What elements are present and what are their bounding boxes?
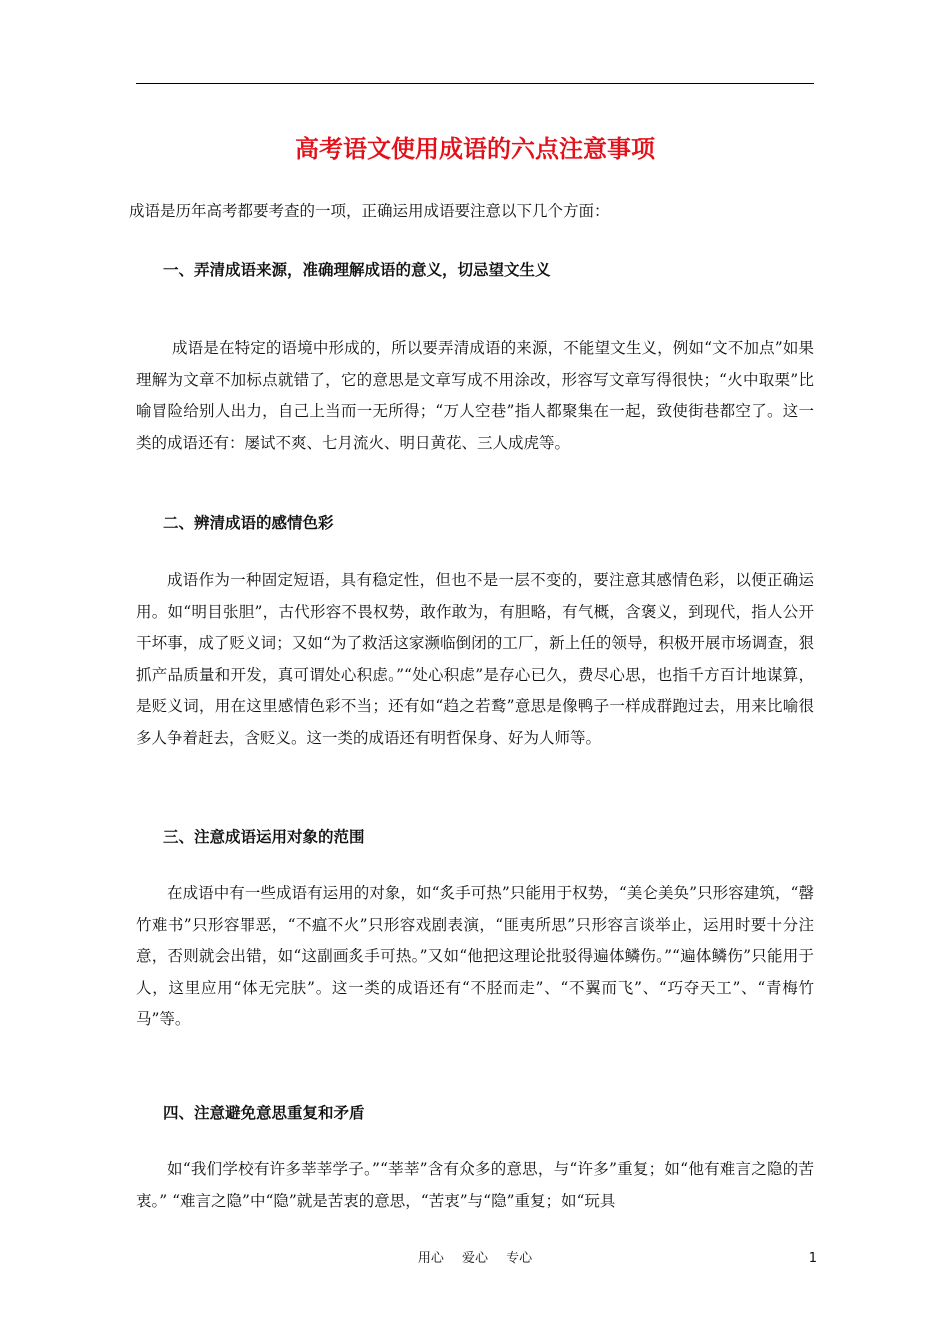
section-1-body: 成语是在特定的语境中形成的，所以要弄清成语的来源，不能望文生义，例如“文不加点”如果理解为文章不加标点就错了，它的意思是文章写成不用涂改，形容写文章写得很快；“火中取栗”比喻冒险给别人出力，自己上当而一无所得；“万人空巷”指人都聚集在一起，致使街巷都空了。这一类的成语还有：屡试不爽、七月流火、明日黄花、三人成虎等。 xyxy=(136,339,814,452)
footer-motto: 用心 爱心 专心 xyxy=(417,1251,533,1266)
section-3-body: 在成语中有一些成语有运用的对象，如“炙手可热”只能用于权势，“美仑美奂”只形容建筑，“罄竹难书”只形容罪恶，“不瘟不火”只形容戏剧表演，“匪夷所思”只形容言谈举止，运用时要十分注意，否则就会出错，如“这副画炙手可热。”又如“他把这理论批驳得遍体鳞伤。”“遍体鳞伤”只能用于人，这里应用“体无完肤”。这一类的成语还有“不胫而走”、“不翼而飞”、“巧夺天工”、“青梅竹马”等。 xyxy=(136,884,814,1028)
document-title: 高考语文使用成语的六点注意事项 xyxy=(295,135,655,163)
intro-paragraph: 成语是历年高考都要考查的一项，正确运用成语要注意以下几个方面： xyxy=(129,202,610,220)
section-3-heading: 三、注意成语运用对象的范围 xyxy=(163,828,365,846)
header-rule xyxy=(136,83,814,84)
section-1-heading: 一、弄清成语来源，准确理解成语的意义，切忌望文生义 xyxy=(163,261,551,279)
section-2-heading: 二、辨清成语的感情色彩 xyxy=(163,514,334,532)
section-4-heading: 四、注意避免意思重复和矛盾 xyxy=(163,1104,365,1122)
page-number: 1 xyxy=(808,1251,817,1266)
section-2-body: 成语作为一种固定短语，具有稳定性，但也不是一层不变的，要注意其感情色彩，以便正确运用。如“明目张胆”，古代形容不畏权势，敢作敢为，有胆略，有气概，含褒义，到现代，指人公开干坏事，成了贬义词；又如“为了救活这家濒临倒闭的工厂，新上任的领导，积极开展市场调查，狠抓产品质量和开发，真可谓处心积虑。”“处心积虑”是存心已久，费尽心思，也指千方百计地谋算，是贬义词，用在这里感情色彩不当；还有如“趋之若鹜”意思是像鸭子一样成群跑过去，用来比喻很多人争着赶去，含贬义。这一类的成语还有明哲保身、好为人师等。 xyxy=(136,571,814,747)
section-4-body: 如“我们学校有许多莘莘学子。”“莘莘”含有众多的意思，与“许多”重复；如“他有难言之隐的苦衷。” “难言之隐”中“隐”就是苦衷的意思，“苦衷”与“隐”重复；如“玩具 xyxy=(136,1160,814,1210)
